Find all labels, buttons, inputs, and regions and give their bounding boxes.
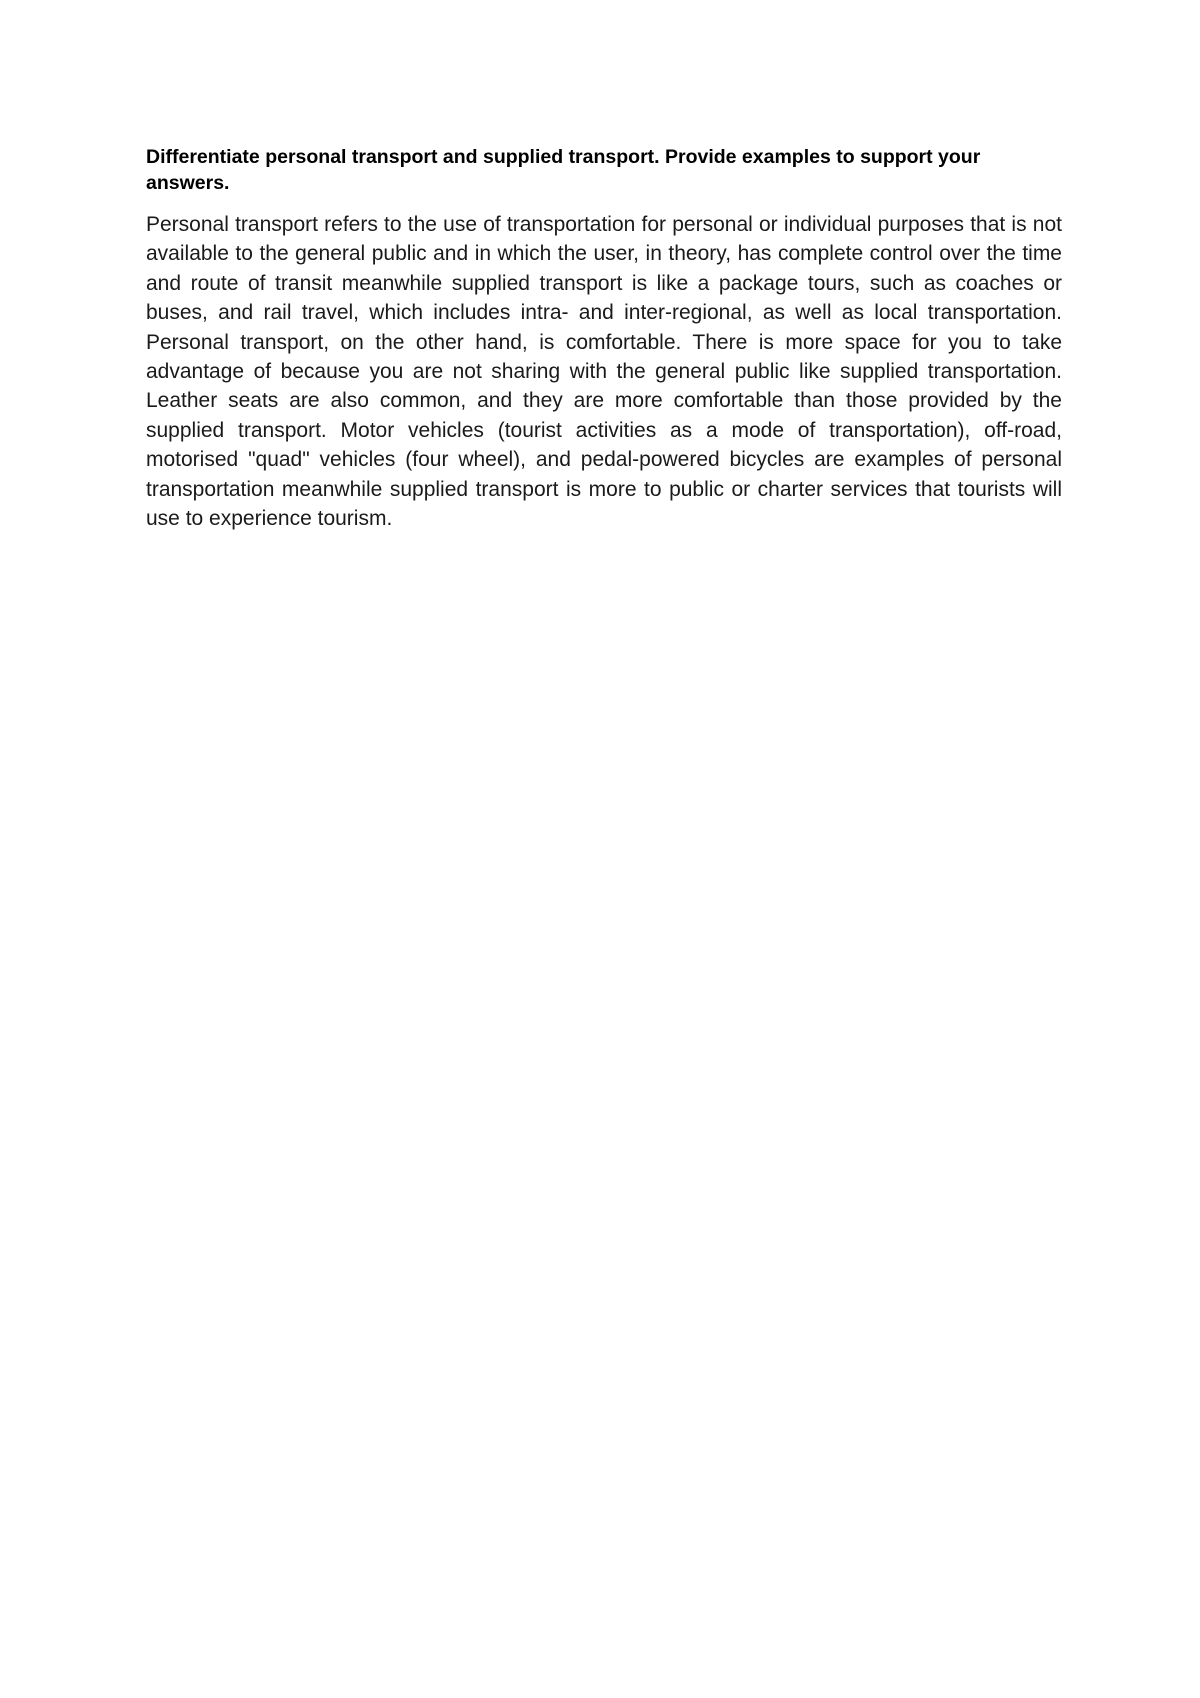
answer-paragraph: Personal transport refers to the use of transportation for personal or individual purposes that is not available to the general public and in which the user, in theory, has complete control over the time and route of transit meanwhile supplied transport is like a package tours, such as coaches or buses, and rail travel, which includes intra- and inter-regional, as well as local transportation. Personal transport, on the other hand, is comfortable. There is more space for you to take advantage of because you are not sharing with the general public like supplied transportation. Leather seats are also common, and they are more comfortable than those provided by the supplied transport. Motor vehicles (tourist activities as a mode of transportation), off-road, motorised "quad" vehicles (four wheel), and pedal-powered bicycles are examples of personal transportation meanwhile supplied transport is more to public or charter services that tourists will use to experience tourism. — [146, 213, 1062, 531]
question-heading: Differentiate personal transport and supplied transport. Provide examples to support your answers. — [146, 146, 981, 194]
document-content — [146, 144, 1062, 533]
